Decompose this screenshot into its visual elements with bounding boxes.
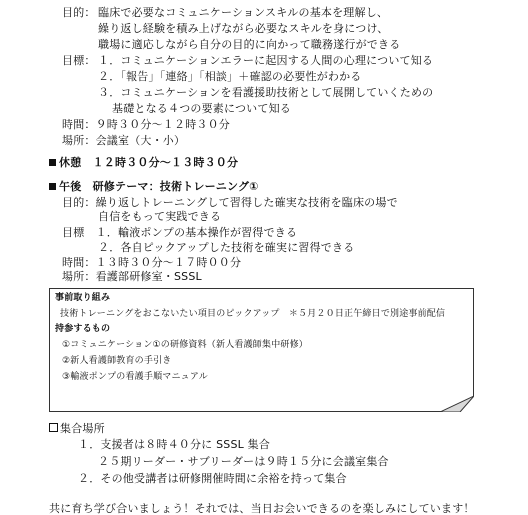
bring-label: 持参するもの: [55, 324, 111, 334]
goal-line-4: 基礎となる４つの要素について知る: [112, 102, 291, 115]
s2-purpose-line-2: 自信をもって実践できる: [98, 210, 222, 223]
gather-line-1: １．支援者は８時４０分に SSSL 集合: [78, 438, 271, 451]
gather-heading: [49, 422, 105, 435]
purpose-line-1: 臨床で必要なコミュニケーションスキルの基本を理解し、: [98, 6, 389, 19]
break-text: 休憩 １２時３０分～１３時３０分: [59, 156, 239, 169]
gather-line-2: ２５期リーダー・サブリーダーは９時１５分に会議室集合: [98, 455, 389, 468]
goal-line-1: １．コミュニケーションエラーに起因する人間の心理について知る: [98, 54, 434, 67]
purpose-label: 目的：: [62, 6, 96, 19]
bring-item-3: ③輸液ポンプの看護手順マニュアル: [62, 372, 208, 382]
prep-title: 事前取り組み: [55, 293, 111, 303]
session1-place: 場所：会議室（大・小）: [62, 134, 186, 147]
session1-time: 時間：９時３０分～１２時３０分: [62, 118, 230, 131]
bring-item-2: ②新人看護師教育の手引き: [62, 356, 172, 366]
goal-label: 目標：: [62, 54, 96, 67]
break-heading: [49, 156, 238, 169]
purpose-line-3: 職場に適応しながら自分の目的に向かって職務遂行ができる: [98, 38, 401, 51]
s2-time: 時間：１３時３０分～１７時００分: [62, 256, 242, 269]
afternoon-title: 午後 研修テーマ：技術トレーニング①: [59, 180, 259, 193]
prep-box: [49, 288, 474, 412]
page-fold-icon: [440, 396, 474, 412]
prep-line-1: 技術トレーニングをおこないたい項目のピックアップ ＊５月２０日正午締日で別途事前配信: [60, 309, 446, 319]
footer-message: 共に育ち学び合いましょう！それでは、当日お会いできるのを楽しみにしています！: [49, 502, 475, 515]
goal-line-3: ３．コミュニケーションを看護援助技術として展開していくための: [98, 86, 434, 99]
purpose-line-2: 繰り返し経験を積み上げながら必要なスキルを身につけ、: [98, 22, 389, 35]
s2-goal-line-2: ２．各自ピックアップした技術を確実に習得できる: [98, 241, 355, 254]
open-square-bullet-icon: [49, 423, 58, 432]
s2-place: 場所：看護部研修室・SSSL: [62, 270, 202, 283]
gather-title: 集合場所: [60, 422, 105, 435]
goal-line-2: ２．「報告」「連絡」「相談」＋確認の必要性がわかる: [98, 70, 362, 83]
s2-purpose-line-1: 目的：繰り返しトレーニングして習得した確実な技術を臨床の場で: [62, 196, 398, 209]
bring-item-1: ①コミュニケーション①の研修資料（新人看護師集中研修）: [62, 340, 308, 350]
square-bullet-icon: [49, 159, 56, 166]
gather-line-3: ２．その他受講者は研修開催時間に余裕を持って集合: [78, 472, 347, 485]
square-bullet-icon: [49, 183, 56, 190]
afternoon-heading: [49, 180, 259, 193]
s2-goal-line-1: 目標 １．輸液ポンプの基本操作が習得できる: [62, 226, 298, 239]
